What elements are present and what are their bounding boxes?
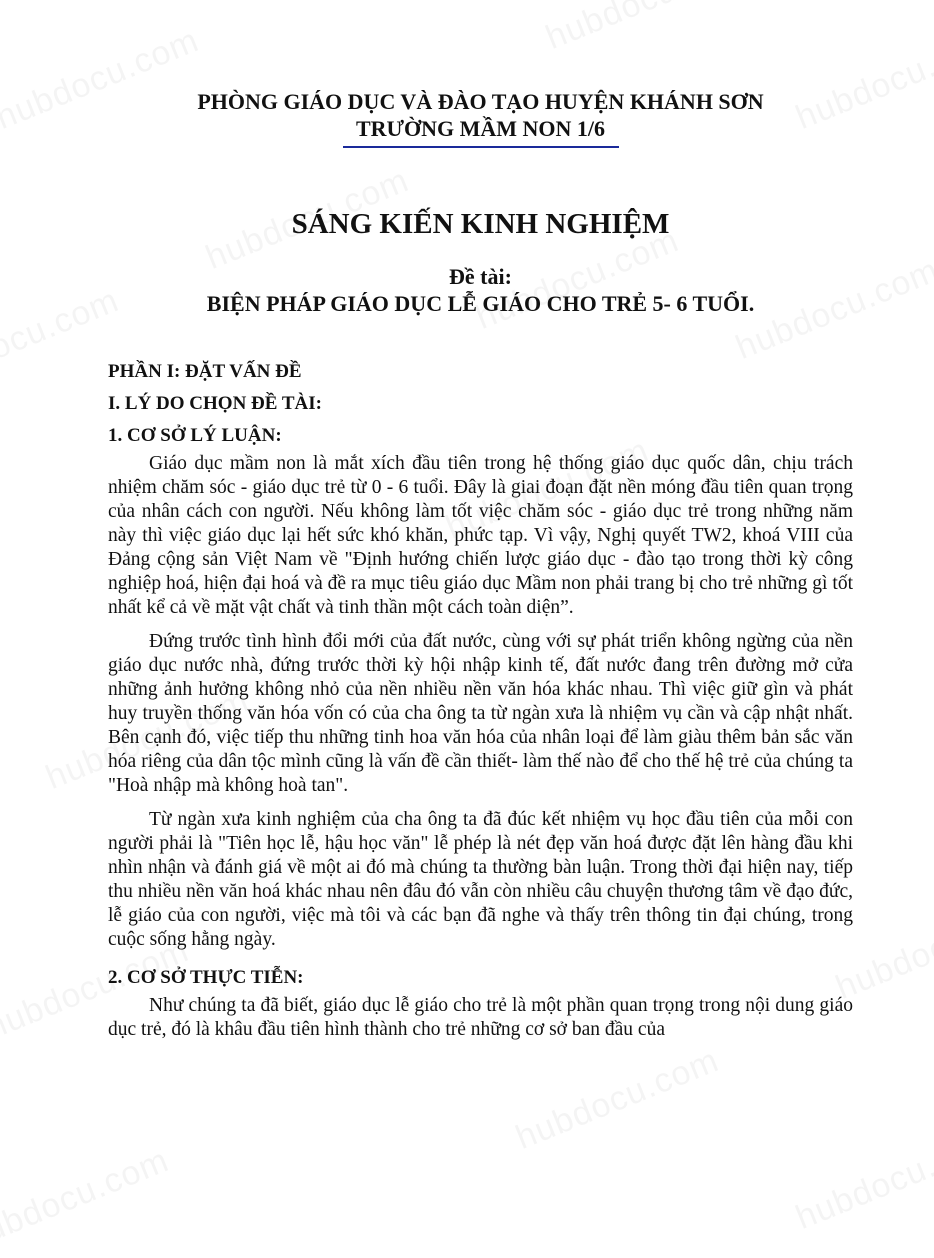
topic-title: BIỆN PHÁP GIÁO DỤC LỄ GIÁO CHO TRẺ 5- 6 TUỔI. [206,291,755,316]
watermark [0,281,125,398]
section-heading-practice: 2. CƠ SỞ THỰC TIỄN: [108,967,304,988]
watermark [791,1121,934,1238]
watermark [511,1041,725,1158]
paragraph: Giáo dục mầm non là mắt xích đầu tiên trong hệ thống giáo dục quốc dân, chịu trách nhiệm chăm sóc - giáo dục trẻ từ 0 - 6 tuổi. Đây là giai đoạn đặt nền móng đầu tiên quan trọng của nhân cách con người. Nếu không làm tốt việc chăm sóc - giáo dục trẻ trong những năm này thì việc giáo dục lại hết sức khó khăn, phức tạp. Vì vậy, Nghị quyết TW2, khoá VIII của Đảng cộng sản Việt Nam về "Định hướng chiến lược giáo dục - đào tạo trong thời kỳ công nghiệp hoá, hiện đại hoá và đề ra mục tiêu giáo dục Mầm non phải trang bị cho trẻ những gì tốt nhất kể cả về mặt vật chất và tinh thần một cách toàn diện”. [108,453,853,618]
watermark [0,1141,175,1258]
topic-label: Đề tài: [449,264,512,289]
document-title: SÁNG KIẾN KINH NGHIỆM [291,208,670,240]
paragraph: Từ ngàn xưa kinh nghiệm của cha ông ta đã đúc kết nhiệm vụ học đầu tiên của mỗi con người phải là "Tiên học lễ, hậu học văn" lễ phép là nét đẹp văn hoá được đặt lên hàng đầu khi nhìn nhận và đánh giá về một ai đó mà chúng ta thường bàn luận. Trong thời đại hiện nay, tiếp thu nhiều nền văn hoá khác nhau nên đâu đó vẫn còn nhiều câu chuyện thương tâm về đạo đức, lễ giáo của con người, việc mà tôi và các bạn đã nghe và thấy trên thông tin đại chúng, trong cuộc sống hằng ngày. [108,809,853,950]
topic-block [108,264,853,318]
document-header [108,88,853,148]
section-heading-theory: 1. CƠ SỞ LÝ LUẬN: [108,425,282,446]
paragraph: Như chúng ta đã biết, giáo dục lễ giáo cho trẻ là một phần quan trọng trong nội dung giáo dục trẻ, đó là khâu đầu tiên hình thành cho trẻ những cơ sở ban đầu của [108,995,853,1040]
paragraph: Đứng trước tình hình đổi mới của đất nước, cùng với sự phát triển không ngừng của nền giáo dục nước nhà, đứng trước thời kỳ hội nhập kinh tế, đất nước đang trên đường mở cửa những ảnh hưởng không nhỏ của nền nhiều nền văn hóa khác nhau. Thì việc giữ gìn và phát huy truyền thống văn hóa vốn có của cha ông ta từ ngàn xưa là nhiệm vụ cần và cập nhật nhất. Bên cạnh đó, việc tiếp thu những tinh hoa văn hóa của nhân loại để làm giàu thêm bản sắc văn hóa riêng của dân tộc mình cũng là vấn đề cần thiết- làm thế nào để cho thế hệ trẻ của chúng ta "Hoà nhập mà không hoà tan". [108,631,853,796]
section-heading-reason: I. LÝ DO CHỌN ĐỀ TÀI: [108,393,322,414]
document-page [108,88,853,1052]
section-heading-part1: PHẦN I: ĐẶT VẤN ĐỀ [108,361,302,382]
watermark [541,0,755,58]
header-underline [343,146,619,148]
department-name: PHÒNG GIÁO DỤC VÀ ĐÀO TẠO HUYỆN KHÁNH SƠN [197,89,764,114]
school-name: TRƯỜNG MẦM NON 1/6 [355,116,606,141]
